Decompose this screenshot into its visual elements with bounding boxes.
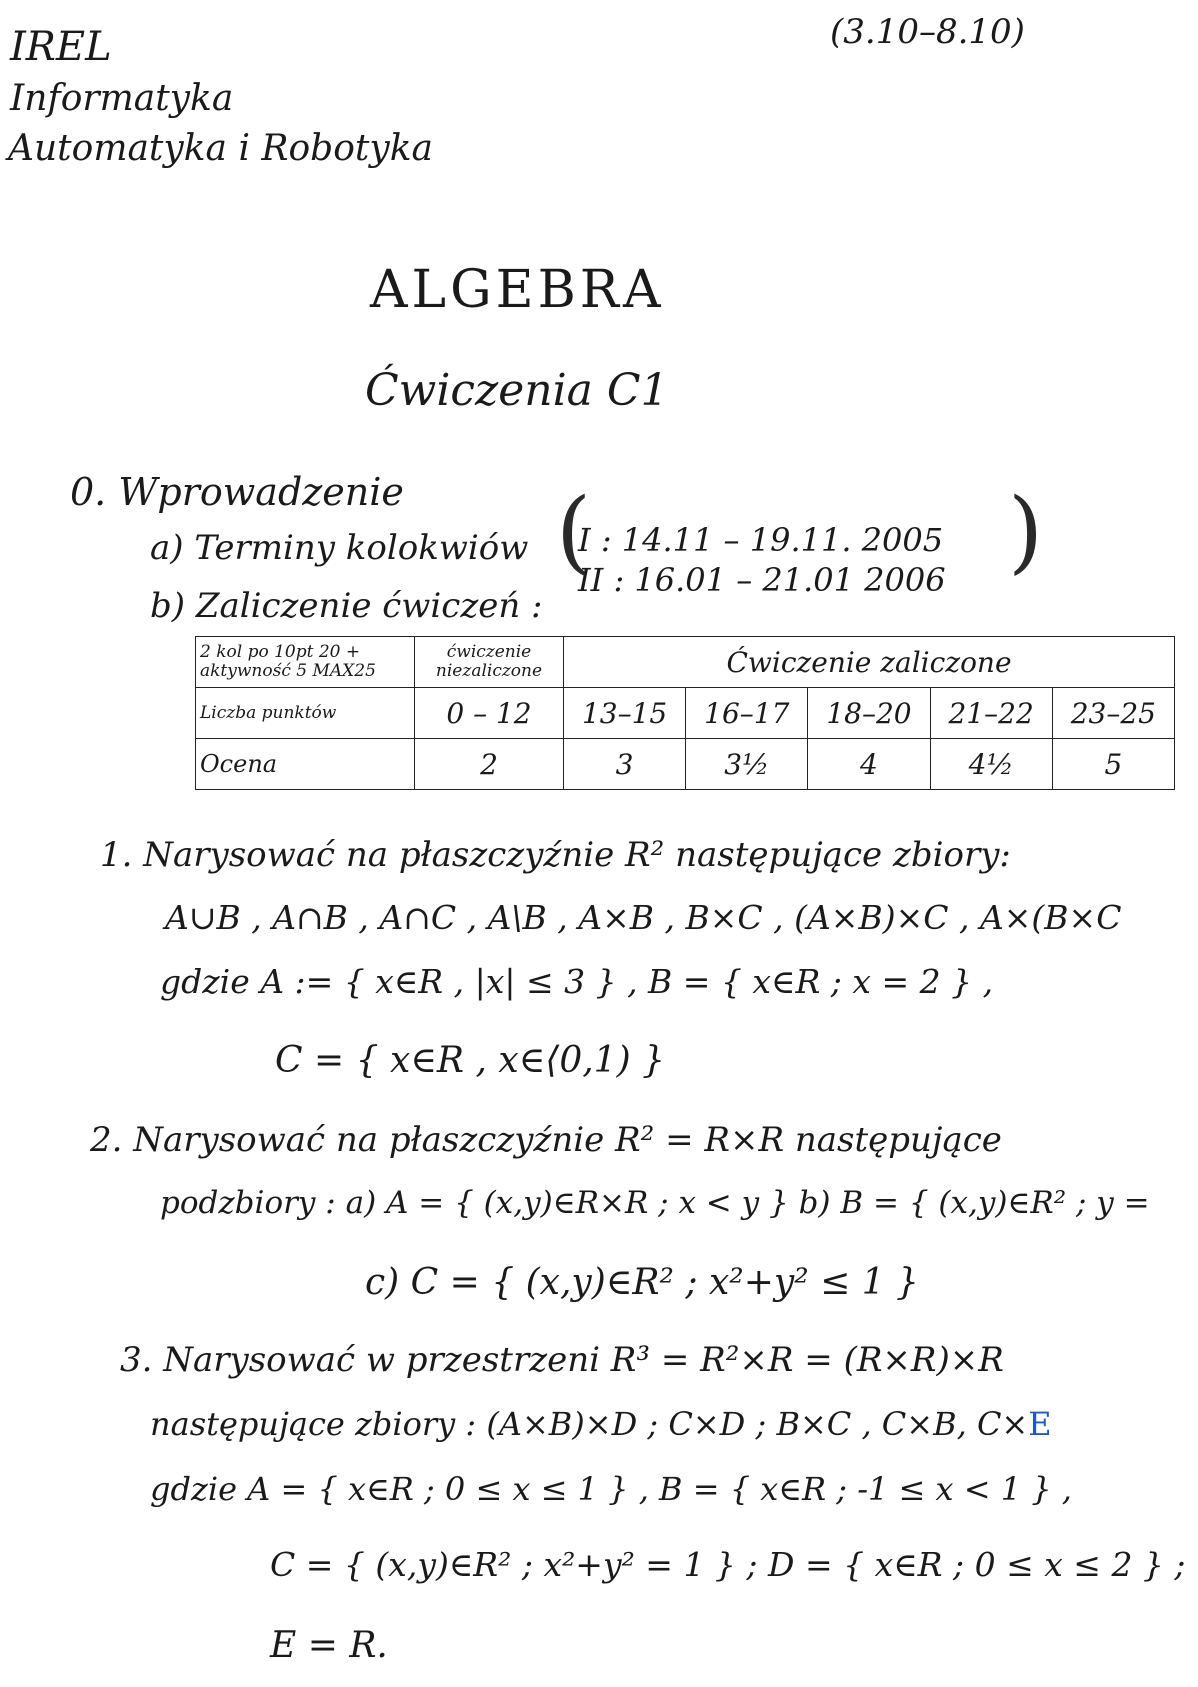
grade-cell: 5: [1052, 739, 1174, 790]
problem-3-line-3: gdzie A = { x∈R ; 0 ≤ x ≤ 1 } , B = { x∈R ; -1 ≤ x < 1 } ,: [150, 1470, 1072, 1508]
table-row: [196, 739, 1175, 790]
range-cell: 0 – 12: [415, 688, 564, 739]
grading-label: b) Zaliczenie ćwiczeń :: [150, 586, 543, 626]
problem-3-line-2-text: następujące zbiory : (A×B)×D ; C×D ; B×C , C×B, C×: [150, 1405, 1029, 1443]
problem-2-line-3: c) C = { (x,y)∈R² ; x²+y² ≤ 1 }: [365, 1262, 919, 1303]
range-cell: 18–20: [808, 688, 930, 739]
not-passed-header: ćwiczenie niezaliczone: [415, 637, 564, 688]
table-row: [196, 688, 1175, 739]
problem-2-line-2: podzbiory : a) A = { (x,y)∈R×R ; x < y } b) B = { (x,y)∈R² ; y =: [160, 1185, 1150, 1221]
field-of-study-1: Informatyka: [10, 78, 234, 119]
page-subtitle: Ćwiczenia C1: [365, 365, 669, 416]
grading-table: [195, 636, 1175, 790]
grade-cell: 3½: [686, 739, 808, 790]
problem-1-line-2: A∪B , A∩B , A∩C , A\B , A×B , B×C , (A×B)×C , A×(B×C: [165, 898, 1122, 937]
right-brace: ): [1008, 479, 1044, 584]
problem-1-line-1: 1. Narysować na płaszczyźnie R² następujące zbiory:: [100, 835, 1011, 875]
table-header-row: [196, 637, 1175, 688]
exam-date-1: I : 14.11 – 19.11. 2005: [578, 521, 944, 559]
section-introduction-heading: 0. Wprowadzenie: [70, 470, 404, 514]
passed-header: Ćwiczenie zaliczone: [564, 637, 1175, 688]
grade-cell: 3: [564, 739, 686, 790]
problem-3-line-5: E = R.: [270, 1625, 388, 1666]
range-cell: 23–25: [1052, 688, 1174, 739]
range-cell: 16–17: [686, 688, 808, 739]
problem-3-line-2: [150, 1405, 1052, 1443]
exam-date-2: II : 16.01 – 21.01 2006: [578, 561, 946, 599]
faculty-code: IREL: [10, 24, 112, 70]
problem-3-line-4: C = { (x,y)∈R² ; x²+y² = 1 } ; D = { x∈R ; 0 ≤ x ≤ 2 } ;: [270, 1545, 1186, 1584]
problem-1-line-3: gdzie A := { x∈R , |x| ≤ 3 } , B = { x∈R ; x = 2 } ,: [160, 962, 994, 1001]
left-brace: (: [556, 479, 592, 584]
page-title: ALGEBRA: [370, 260, 665, 320]
problem-3-line-1: 3. Narysować w przestrzeni R³ = R²×R = (R×R)×R: [120, 1340, 1004, 1380]
problem-1-line-4: C = { x∈R , x∈⟨0,1) }: [275, 1040, 665, 1081]
exam-dates-label: a) Terminy kolokwiów: [150, 528, 529, 568]
problem-2-line-1: 2. Narysować na płaszczyźnie R² = R×R następujące: [90, 1120, 1002, 1160]
range-cell: 21–22: [930, 688, 1052, 739]
range-cell: 13–15: [564, 688, 686, 739]
field-of-study-2: Automatyka i Robotyka: [8, 128, 433, 169]
points-label: Liczba punktów: [196, 688, 415, 739]
date-range: (3.10–8.10): [830, 12, 1025, 52]
grade-cell: 4: [808, 739, 930, 790]
blue-annotation-e: E: [1028, 1405, 1052, 1443]
grade-cell: 2: [415, 739, 564, 790]
exam-dates: [556, 479, 1044, 600]
grade-label: Ocena: [196, 739, 415, 790]
grade-cell: 4½: [930, 739, 1052, 790]
points-rule-cell: 2 kol po 10pt 20 + aktywność 5 MAX25: [196, 637, 415, 688]
